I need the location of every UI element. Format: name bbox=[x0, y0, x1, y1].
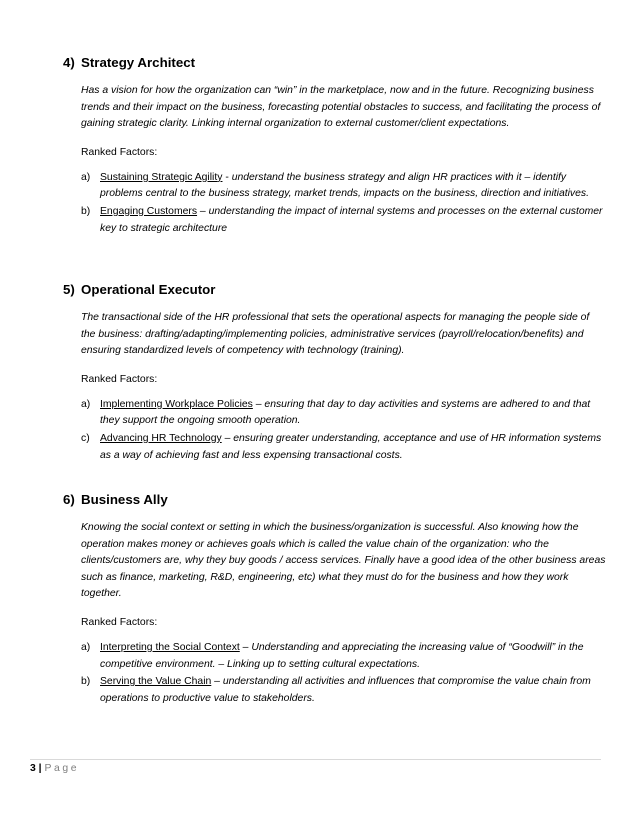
factor-list bbox=[63, 170, 603, 237]
factor-name: Advancing HR Technology bbox=[100, 432, 222, 444]
factor-body bbox=[100, 640, 603, 673]
factor-text: understanding all activities and influences that compromise the value chain from operations to productive value to stakeholders. bbox=[100, 676, 591, 704]
factor-name: Sustaining Strategic Agility bbox=[100, 171, 223, 183]
factor-name: Serving the Value Chain bbox=[100, 676, 212, 688]
factor-letter: b) bbox=[81, 205, 91, 217]
factor-separator: – bbox=[211, 676, 223, 688]
footer-page-number: 3 bbox=[30, 763, 36, 774]
page-footer bbox=[30, 762, 79, 776]
ranked-factors-label: Ranked Factors: bbox=[81, 616, 158, 628]
section-strategy-architect bbox=[63, 55, 603, 238]
ranked-factors-label: Ranked Factors: bbox=[81, 373, 158, 385]
factor-separator: – bbox=[252, 398, 265, 410]
ranked-factors-label: Ranked Factors: bbox=[81, 146, 158, 158]
section-description: Has a vision for how the organization can “win” in the marketplace, now and in the future. Recognizing business trends and their impact on the business, forecasting potential obstacles to success, and facilitating the process of gaining strategic clarity. Linking internal organization to external customer/client expectations. bbox=[81, 85, 601, 130]
factor-body bbox=[100, 431, 603, 464]
factor-item bbox=[63, 204, 603, 237]
factor-letter: a) bbox=[81, 171, 91, 183]
footer-page-word: Page bbox=[44, 763, 80, 774]
section-business-ally bbox=[63, 492, 606, 708]
section-operational-executor bbox=[63, 282, 603, 465]
factor-body bbox=[100, 204, 603, 237]
factor-letter: c) bbox=[81, 432, 90, 444]
footer-divider bbox=[30, 759, 601, 760]
factor-letter: b) bbox=[81, 676, 91, 688]
factor-text: ensuring that day to day activities and systems are adhered to and that they support the ongoing smooth operation. bbox=[100, 398, 591, 427]
factor-item bbox=[63, 674, 603, 707]
section-heading bbox=[63, 492, 603, 508]
factor-separator: – bbox=[221, 432, 234, 444]
factor-letter: a) bbox=[81, 398, 91, 410]
factor-name: Engaging Customers bbox=[100, 205, 198, 217]
section-title: Operational Executor bbox=[81, 282, 216, 297]
section-title: Strategy Architect bbox=[81, 55, 196, 70]
factor-letter: a) bbox=[81, 641, 91, 653]
factor-item bbox=[63, 170, 603, 203]
section-description: Knowing the social context or setting in which the business/organization is successful. Also knowing how the operation makes money or achieves goals which is called the value chain of the organization: who the clients/customers are, why they buy goods / access services. Finally have a good idea of the other business areas such as finance, marketing, R&D, engineering, etc) what they must do for the business and how they work together. bbox=[81, 522, 606, 600]
section-heading bbox=[63, 55, 603, 71]
section-number: 4) bbox=[63, 55, 75, 70]
factor-list bbox=[63, 640, 603, 707]
factor-text: ensuring greater understanding, acceptance and use of HR information systems as a way of achieving fast and less expensing transactional costs. bbox=[100, 432, 602, 461]
factor-item bbox=[63, 640, 603, 673]
factor-separator: - bbox=[222, 171, 232, 183]
factor-text: understand the business strategy and align HR practices with it – identify problems central to the business strategy, market trends, impacts on the business, direction and initiatives. bbox=[100, 171, 589, 200]
footer-separator: | bbox=[35, 763, 45, 774]
section-number: 6) bbox=[63, 492, 75, 507]
factor-text: understanding the impact of internal systems and processes on the external customer key to strategic architecture bbox=[100, 205, 603, 234]
factor-separator: – bbox=[197, 205, 209, 217]
factor-name: Interpreting the Social Context bbox=[100, 641, 240, 653]
factor-body bbox=[100, 397, 603, 430]
factor-item bbox=[63, 397, 603, 430]
factor-body bbox=[100, 674, 603, 707]
factor-list bbox=[63, 397, 603, 464]
factor-text: Understanding and appreciating the increasing value of “Goodwill” in the competitive environment. – Linking up to setting cultural expectations. bbox=[100, 641, 584, 670]
factor-body bbox=[100, 170, 603, 203]
section-number: 5) bbox=[63, 282, 75, 297]
factor-name: Implementing Workplace Policies bbox=[100, 398, 253, 410]
section-title: Business Ally bbox=[81, 492, 168, 507]
factor-item bbox=[63, 431, 603, 464]
section-heading bbox=[63, 282, 603, 298]
section-description: The transactional side of the HR professional that sets the operational aspects for managing the people side of the business: drafting/adapting/implementing policies, administrative services (payroll/relocation/benefits) and ensuring standardized levels of competency with technology (training). bbox=[81, 312, 590, 357]
factor-separator: – bbox=[239, 641, 252, 653]
